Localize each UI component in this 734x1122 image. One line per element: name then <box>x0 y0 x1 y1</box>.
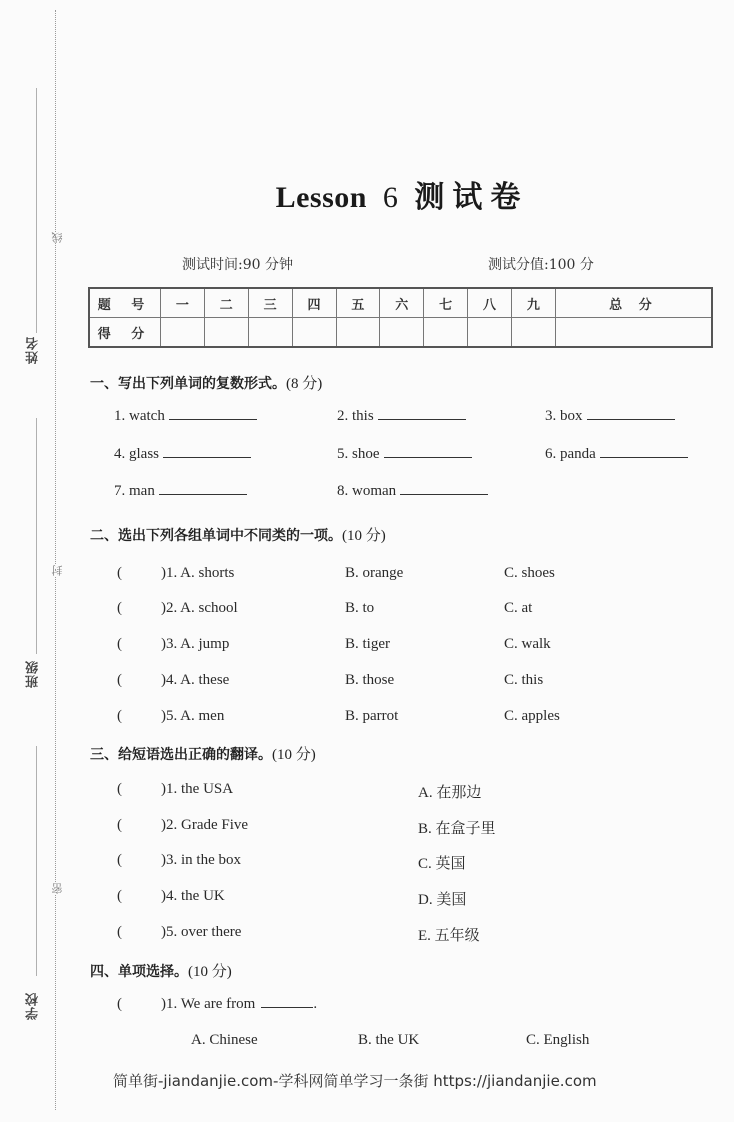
answer-bracket[interactable]: ( <box>117 781 122 797</box>
answer-blank[interactable] <box>159 493 247 495</box>
item-label: 6. panda <box>545 446 596 462</box>
title-chinese: 测试卷 <box>414 180 529 215</box>
section-4-title <box>90 960 232 981</box>
item-label: 7. man <box>114 483 155 499</box>
section-1-heading: 一、写出下列单词的复数形式。 <box>90 376 286 392</box>
score-cell[interactable] <box>468 318 512 348</box>
score-table-score-row <box>89 318 712 348</box>
section-1-points: (8 分) <box>286 376 323 392</box>
class-label: 班级 <box>26 660 41 688</box>
plural-item-6 <box>545 446 688 463</box>
item-label: 1. watch <box>114 408 165 424</box>
answer-bracket[interactable]: ( <box>117 924 122 940</box>
score-table-header-row <box>89 288 712 318</box>
seal-mark-line: 线 <box>51 232 64 243</box>
option-b: B. tiger <box>345 636 390 652</box>
option-a: )2. A. school <box>161 600 238 616</box>
translation-option: A. 在那边 <box>418 785 482 801</box>
header-cell: 七 <box>424 288 468 318</box>
header-cell: 三 <box>248 288 292 318</box>
answer-blank[interactable] <box>400 493 488 495</box>
option-c: C. at <box>504 600 533 616</box>
page-title <box>0 172 734 216</box>
section-3-heading: 三、给短语选出正确的翻译。 <box>90 747 272 763</box>
item-label: 3. box <box>545 408 583 424</box>
title-english: Lesson <box>275 181 367 214</box>
answer-blank[interactable] <box>169 418 257 420</box>
option-b: B. parrot <box>345 708 399 724</box>
section-3-title <box>90 743 316 764</box>
name-label: 姓名 <box>26 336 41 364</box>
section-1-title <box>90 372 322 393</box>
option-b: B. those <box>345 672 395 688</box>
header-cell: 一 <box>161 288 205 318</box>
plural-item-8 <box>337 483 488 500</box>
option-a: )1. A. shorts <box>161 565 235 581</box>
stem-end: . <box>313 996 318 1012</box>
answer-bracket[interactable]: ( <box>117 817 122 833</box>
section-3-points: (10 分) <box>272 747 316 763</box>
score-cell[interactable] <box>555 318 712 348</box>
class-write-line <box>36 418 37 654</box>
translation-option: D. 美国 <box>418 892 467 908</box>
option-c: C. this <box>504 672 544 688</box>
translation-option: B. 在盒子里 <box>418 821 496 837</box>
answer-bracket[interactable]: ( <box>117 996 122 1012</box>
plural-item-4 <box>114 446 251 463</box>
answer-blank[interactable] <box>163 456 251 458</box>
test-time: 测试时间:90 分钟 <box>182 257 293 273</box>
plural-item-1 <box>114 408 257 425</box>
answer-bracket[interactable]: ( <box>117 888 122 904</box>
option-a: )5. A. men <box>161 708 225 724</box>
answer-bracket[interactable]: ( <box>117 565 122 581</box>
score-cell[interactable] <box>204 318 248 348</box>
section-4-points: (10 分) <box>188 964 232 980</box>
header-cell: 五 <box>336 288 380 318</box>
title-number: 6 <box>382 181 399 214</box>
plural-item-3 <box>545 408 675 425</box>
answer-blank[interactable] <box>600 456 688 458</box>
phrase: )4. the UK <box>161 888 225 904</box>
plural-item-7 <box>114 483 247 500</box>
plural-item-5 <box>337 446 472 463</box>
item-label: 5. shoe <box>337 446 380 462</box>
item-label: 4. glass <box>114 446 159 462</box>
school-label: 学校 <box>26 992 41 1020</box>
score-cell[interactable] <box>512 318 556 348</box>
option-c: C. walk <box>504 636 551 652</box>
score-row-label: 得 分 <box>89 318 161 348</box>
header-cell: 总 分 <box>555 288 712 318</box>
seal-mark-secret: 密 <box>51 883 64 894</box>
header-cell: 六 <box>380 288 424 318</box>
score-cell[interactable] <box>161 318 205 348</box>
answer-bracket[interactable]: ( <box>117 636 122 652</box>
option-c: C. English <box>526 1032 590 1048</box>
header-cell: 四 <box>292 288 336 318</box>
translation-option: E. 五年级 <box>418 928 480 944</box>
section-2-points: (10 分) <box>342 528 386 544</box>
score-cell[interactable] <box>292 318 336 348</box>
option-a: A. Chinese <box>191 1032 258 1048</box>
test-score: 测试分值:100 分 <box>488 257 594 273</box>
answer-bracket[interactable]: ( <box>117 672 122 688</box>
translation-option: C. 英国 <box>418 856 466 872</box>
option-c: C. shoes <box>504 565 555 581</box>
item-label: 2. this <box>337 408 374 424</box>
question-stem <box>161 996 317 1013</box>
answer-blank[interactable] <box>587 418 675 420</box>
option-b: B. the UK <box>358 1032 420 1048</box>
watermark-footer: 简单街-jiandanjie.com-学科网简单学习一条街 https://jiandanjie.com <box>113 1072 597 1090</box>
plural-item-2 <box>337 408 466 425</box>
option-b: B. orange <box>345 565 404 581</box>
answer-blank[interactable] <box>384 456 472 458</box>
score-table <box>88 287 713 348</box>
option-a: )3. A. jump <box>161 636 230 652</box>
answer-bracket[interactable]: ( <box>117 708 122 724</box>
section-2-heading: 二、选出下列各组单词中不同类的一项。 <box>90 528 342 544</box>
seal-mark-seal: 封 <box>51 565 64 576</box>
score-cell[interactable] <box>380 318 424 348</box>
answer-blank[interactable] <box>378 418 466 420</box>
phrase: )3. in the box <box>161 852 241 868</box>
section-2-title <box>90 524 386 545</box>
header-cell: 八 <box>468 288 512 318</box>
header-cell: 九 <box>512 288 556 318</box>
score-cell[interactable] <box>248 318 292 348</box>
answer-bracket[interactable]: ( <box>117 600 122 616</box>
option-b: B. to <box>345 600 375 616</box>
answer-blank[interactable] <box>261 1006 313 1008</box>
answer-bracket[interactable]: ( <box>117 852 122 868</box>
option-c: C. apples <box>504 708 560 724</box>
option-a: )4. A. these <box>161 672 230 688</box>
item-label: 8. woman <box>337 483 397 499</box>
phrase: )2. Grade Five <box>161 817 249 833</box>
stem-text: )1. We are from <box>161 996 256 1012</box>
section-4-heading: 四、单项选择。 <box>90 964 188 980</box>
score-cell[interactable] <box>336 318 380 348</box>
header-cell: 题 号 <box>89 288 161 318</box>
score-cell[interactable] <box>424 318 468 348</box>
phrase: )1. the USA <box>161 781 234 797</box>
header-cell: 二 <box>204 288 248 318</box>
phrase: )5. over there <box>161 924 242 940</box>
school-write-line <box>36 746 37 976</box>
